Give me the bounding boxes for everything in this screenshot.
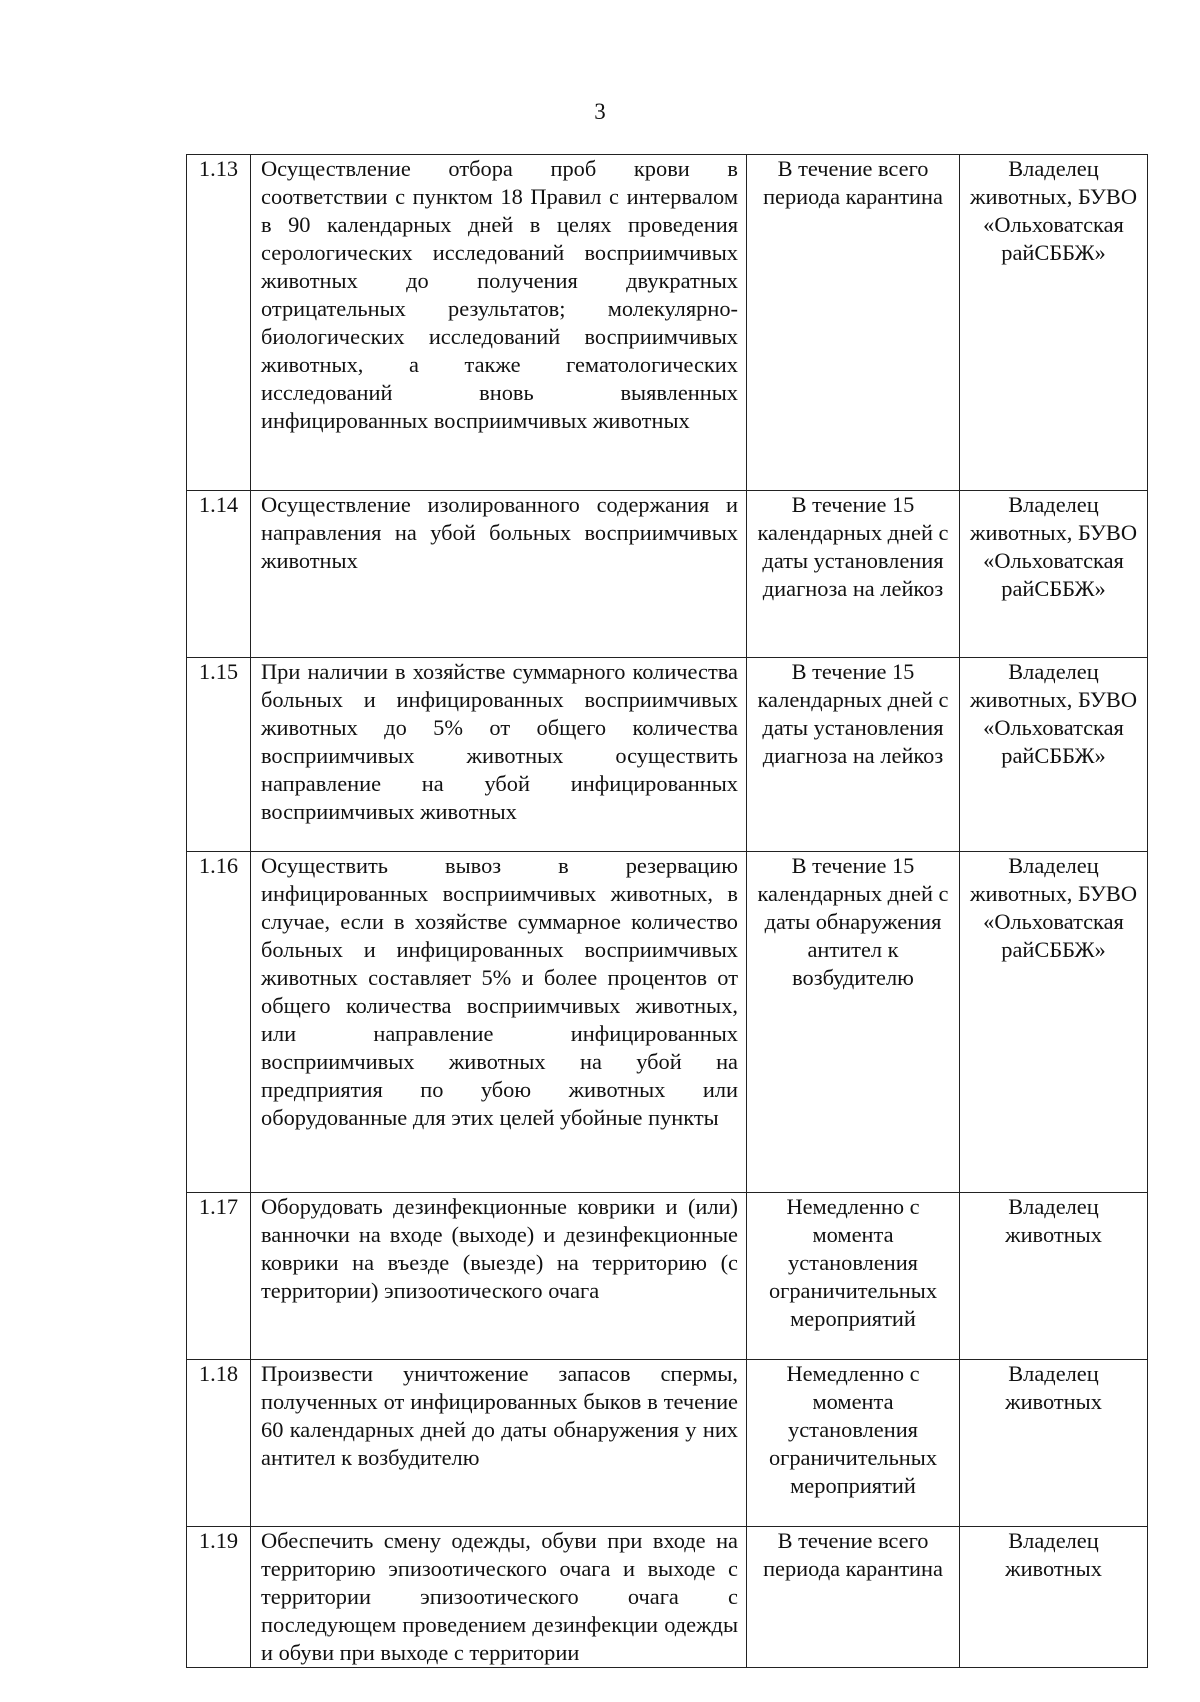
item-number: 1.15 xyxy=(187,658,251,852)
measure-responsible: Владелец животных xyxy=(960,1527,1148,1668)
measure-description: Произвести уничтожение запасов спермы, полученных от инфицированных быков в течение 60 календарных дней до даты обнаружения у них антител к возбудителю xyxy=(251,1360,747,1527)
item-number: 1.16 xyxy=(187,852,251,1193)
measure-term: В течение всего периода карантина xyxy=(747,1527,960,1668)
table-row xyxy=(187,658,1148,852)
table-row xyxy=(187,1193,1148,1360)
measure-description: Осуществление отбора проб крови в соответствии с пунктом 18 Правил с интервалом в 90 календарных дней в целях проведения серологических исследований восприимчивых животных до получения двукратных отрицательных результатов; молекулярно-биологических исследований восприимчивых животных, а также гематологических исследований вновь выявленных инфицированных восприимчивых животных xyxy=(251,155,747,491)
measure-description: При наличии в хозяйстве суммарного количества больных и инфицированных восприимчивых животных до 5% от общего количества восприимчивых животных осуществить направление на убой инфицированных восприимчивых животных xyxy=(251,658,747,852)
table-row xyxy=(187,1360,1148,1527)
item-number: 1.14 xyxy=(187,491,251,658)
measure-term: В течение 15 календарных дней с даты обнаружения антител к возбудителю xyxy=(747,852,960,1193)
measures-table xyxy=(186,154,1148,1668)
measure-term: В течение всего периода карантина xyxy=(747,155,960,491)
table-row xyxy=(187,852,1148,1193)
measure-responsible: Владелец животных xyxy=(960,1193,1148,1360)
measure-responsible: Владелец животных, БУВО «Ольховатская райСББЖ» xyxy=(960,852,1148,1193)
item-number: 1.17 xyxy=(187,1193,251,1360)
page-number: 3 xyxy=(594,99,606,124)
measure-description: Осуществить вывоз в резервацию инфицированных восприимчивых животных, в случае, если в хозяйстве суммарное количество больных и инфицированных восприимчивых животных составляет 5% и более процентов от общего количества восприимчивых животных, или направление инфицированных восприимчивых животных на убой на предприятия по убою животных или оборудованные для этих целей убойные пункты xyxy=(251,852,747,1193)
measure-term: Немедленно с момента установления ограничительных мероприятий xyxy=(747,1193,960,1360)
table-row xyxy=(187,155,1148,491)
measure-responsible: Владелец животных xyxy=(960,1360,1148,1527)
measure-term: Немедленно с момента установления ограничительных мероприятий xyxy=(747,1360,960,1527)
measure-term: В течение 15 календарных дней с даты установления диагноза на лейкоз xyxy=(747,491,960,658)
measure-description: Осуществление изолированного содержания и направления на убой больных восприимчивых животных xyxy=(251,491,747,658)
item-number: 1.13 xyxy=(187,155,251,491)
item-number: 1.18 xyxy=(187,1360,251,1527)
measure-description: Обеспечить смену одежды, обуви при входе на территорию эпизоотического очага и выходе с территории эпизоотического очага с последующем проведением дезинфекции одежды и обуви при выходе с территории xyxy=(251,1527,747,1668)
measure-responsible: Владелец животных, БУВО «Ольховатская райСББЖ» xyxy=(960,658,1148,852)
measure-responsible: Владелец животных, БУВО «Ольховатская райСББЖ» xyxy=(960,155,1148,491)
measure-description: Оборудовать дезинфекционные коврики и (или) ванночки на входе (выходе) и дезинфекционные коврики на въезде (выезде) на территорию (с территории) эпизоотического очага xyxy=(251,1193,747,1360)
measure-term: В течение 15 календарных дней с даты установления диагноза на лейкоз xyxy=(747,658,960,852)
table-row xyxy=(187,1527,1148,1668)
measure-responsible: Владелец животных, БУВО «Ольховатская райСББЖ» xyxy=(960,491,1148,658)
table-row xyxy=(187,491,1148,658)
item-number: 1.19 xyxy=(187,1527,251,1668)
